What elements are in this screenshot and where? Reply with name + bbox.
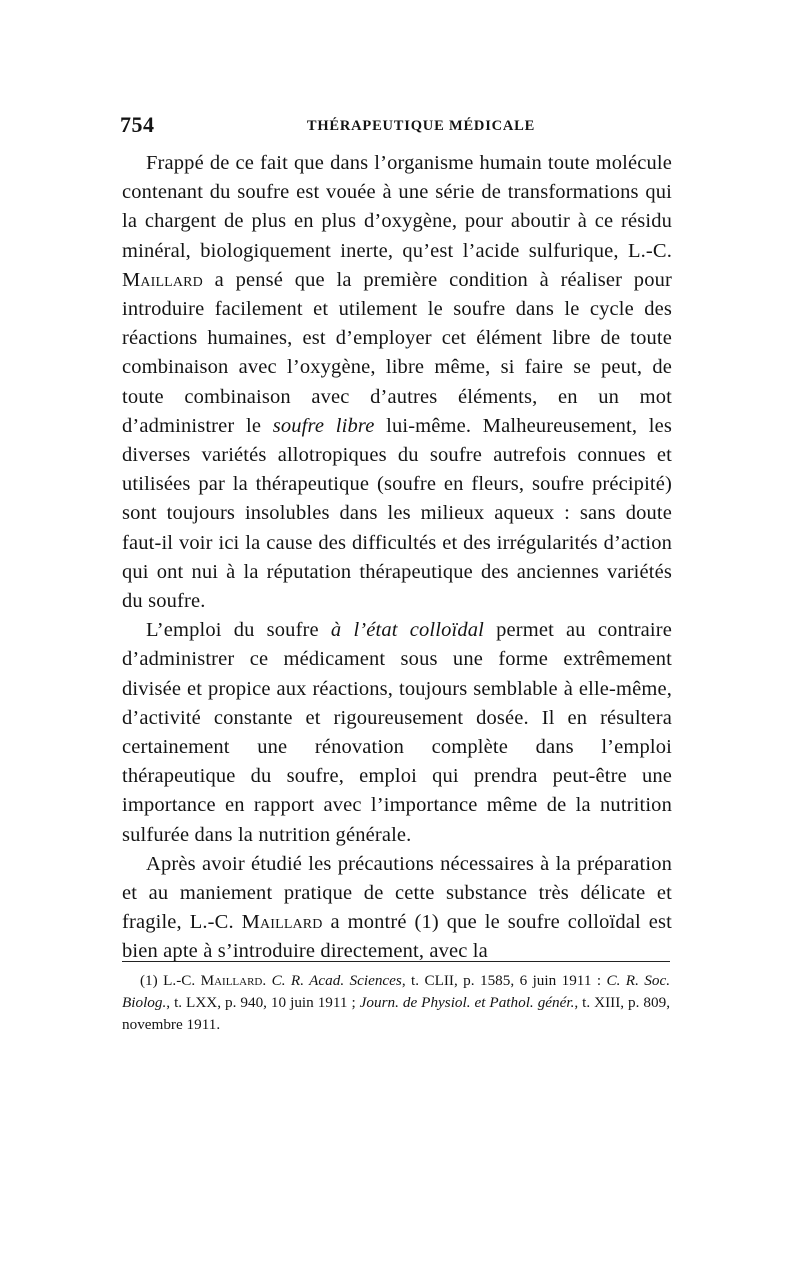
footnote-marker: (1) L.-C. [140, 972, 201, 989]
text-run: , t. LXX, p. 940, 10 juin 1911 ; [166, 994, 360, 1011]
body-text [122, 149, 672, 967]
text-run: a montré (1) que le soufre colloïdal est bien apte à s’introduire directement, avec la [122, 911, 672, 963]
footnote-divider [122, 961, 670, 962]
italic-text: à l’état colloïdal [330, 619, 484, 642]
paragraph [122, 616, 672, 850]
text-run: a pensé que la première condition à réaliser pour introduire facilement et utilement le soufre dans le cycle des réactions humaines, est d’employer cet élément libre de toute combinaison avec l’oxygène, libre même, si faire se peut, de toute combinaison avec d’autres éléments, en un mot d’administrer le [122, 268, 672, 437]
page-number: 754 [120, 112, 155, 137]
journal-title: C. R. Acad. Sciences [271, 972, 402, 989]
text-run: . [262, 972, 272, 989]
journal-title: Journ. de Physiol. et Pathol. génér. [359, 994, 575, 1011]
footnote [122, 970, 670, 1036]
text-run: , t. CLII, p. 1585, 6 juin 1911 : [401, 972, 607, 989]
journal-title: C. R. Soc. Biolog. [122, 972, 670, 1011]
text-run: , t. XIII, p. 809, novembre 1911. [122, 994, 670, 1033]
text-run: permet au contraire d’administrer ce médicament sous une forme extrêmement divisée et propice aux réactions, toujours semblable à elle-même, d’activité constante et rigoureusement dosée. Il en résultera certainement une rénovation complète dans l’emploi thérapeutique du soufre, emploi qui prendra peut-être une importance en rapport avec l’importance même de la nutrition sulfurée dans la nutrition générale. [122, 619, 673, 846]
text-run: L’emploi du soufre [146, 619, 331, 642]
author-name: Maillard [241, 911, 323, 934]
text-run: Frappé de ce fait que dans l’organisme humain toute molécule contenant du soufre est vouée à une série de transformations qui la chargent de plus en plus d’oxygène, pour aboutir à ce résidu minéral, biologiquement inerte, qu’est l’acide sulfurique, L.-C. [122, 152, 672, 262]
text-run: lui-même. Malheureusement, les diverses variétés allotropiques du soufre autrefois connues et utilisées par la thérapeutique (soufre en fleurs, soufre précipité) sont toujours insolubles dans les milieux aqueux : sans doute faut-il voir ici la cause des difficultés et des irrégularités d’action qui ont nui à la réputation thérapeutique des anciennes variétés du soufre. [122, 414, 673, 613]
author-name: Maillard [122, 268, 203, 291]
paragraph [122, 850, 672, 967]
running-title: THÉRAPEUTIQUE MÉDICALE [306, 118, 536, 134]
paragraph [122, 149, 672, 616]
italic-text: soufre libre [272, 414, 375, 437]
author-name: Maillard [200, 972, 263, 989]
text-run: Après avoir étudié les précautions nécessaires à la préparation et au maniement pratique de cette substance très délicate et fragile, L.-C. [122, 852, 672, 934]
page-header [120, 112, 672, 140]
